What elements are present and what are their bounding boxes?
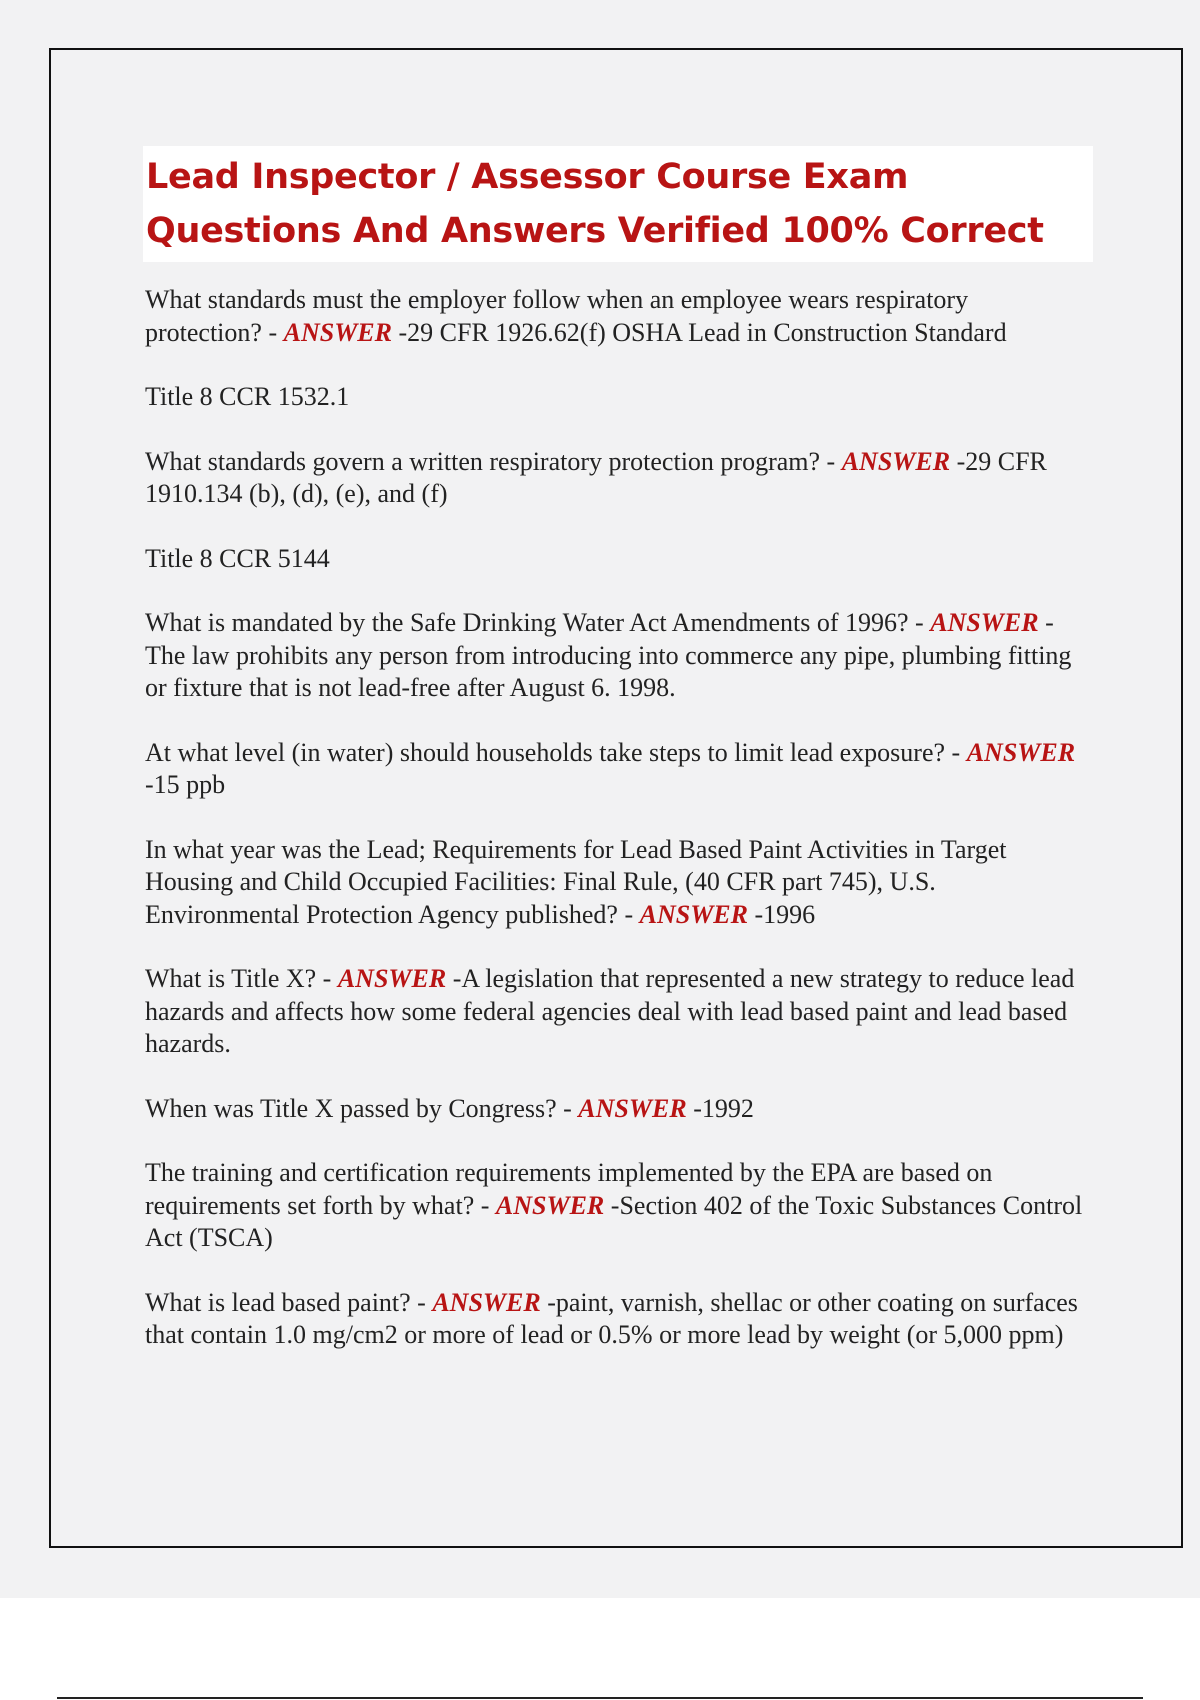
answer-text: -paint, varnish, shellac or other coating on surfaces that contain 1.0 mg/cm2 or more of lead or 0.5% or more lead by weight (or 5,000 ppm) — [145, 1287, 1078, 1349]
qa-entry — [145, 284, 1090, 349]
qa-entry — [145, 963, 1090, 1061]
question-text: What standards must the employer follow when an employee wears respiratory protection? - — [145, 285, 969, 347]
answer-text: -15 ppb — [145, 770, 226, 799]
answer-label: ANSWER — [432, 1287, 541, 1317]
answer-label: ANSWER — [930, 608, 1039, 637]
answer-label: ANSWER — [337, 964, 447, 993]
note-text: Title 8 CCR 5144 — [145, 543, 330, 573]
reference-note — [145, 543, 1090, 576]
question-text: What is Title X? - — [145, 964, 338, 993]
qa-entry — [145, 1093, 1090, 1126]
note-text: Title 8 CCR 1532.1 — [145, 382, 350, 411]
answer-text: -A legislation that represented a new strategy to reduce lead hazards and affects how some federal agencies deal with lead based paint and lead based hazards. — [145, 964, 1075, 1058]
question-text: At what level (in water) should households take steps to limit lead exposure? - — [145, 737, 967, 767]
answer-label: ANSWER — [578, 1093, 687, 1123]
qa-entry — [145, 446, 1090, 511]
answer-label: ANSWER — [841, 446, 951, 476]
answer-label: ANSWER — [966, 737, 1076, 767]
qa-entry — [145, 1287, 1090, 1352]
qa-entry — [145, 1157, 1090, 1255]
question-text: In what year was the Lead; Requirements for Lead Based Paint Activities in Target Housing and Child Occupied Facilities: Final Rule, (40 CFR part 745), U.S. Environmental Protection Agency published? - — [145, 834, 1007, 929]
title-box — [143, 146, 1093, 262]
question-text: What is mandated by the Safe Drinking Water Act Amendments of 1996? - — [145, 608, 931, 637]
answer-text: -29 CFR 1926.62(f) OSHA Lead in Construction Standard — [392, 317, 1007, 347]
qa-entry — [145, 834, 1090, 932]
qa-entry — [145, 737, 1090, 802]
answer-text: -The law prohibits any person from introducing into commerce any pipe, plumbing fitting or fixture that is not lead-free after August 6. 1998. — [145, 608, 1072, 702]
reference-note — [145, 381, 1090, 414]
question-text: What is lead based paint? - — [145, 1287, 433, 1317]
answer-text: -1996 — [748, 899, 816, 929]
question-text: When was Title X passed by Congress? - — [145, 1093, 579, 1123]
answer-label: ANSWER — [283, 317, 392, 347]
footer-divider — [57, 1697, 1143, 1699]
answer-label: ANSWER — [495, 1190, 605, 1220]
qa-content — [145, 284, 1090, 1384]
answer-label: ANSWER — [639, 899, 748, 929]
answer-text: -1992 — [686, 1093, 754, 1123]
qa-entry — [145, 607, 1090, 705]
answer-text: -29 CFR 1910.134 (b), (d), (e), and (f) — [145, 446, 1047, 508]
question-text: The training and certification requirements implemented by the EPA are based on requirements set forth by what? - — [145, 1158, 993, 1220]
answer-text: -Section 402 of the Toxic Substances Control Act (TSCA) — [145, 1190, 1083, 1252]
question-text: What standards govern a written respiratory protection program? - — [145, 446, 842, 476]
document-title: Lead Inspector / Assessor Course Exam Questions And Answers Verified 100% Correct — [146, 157, 1044, 251]
